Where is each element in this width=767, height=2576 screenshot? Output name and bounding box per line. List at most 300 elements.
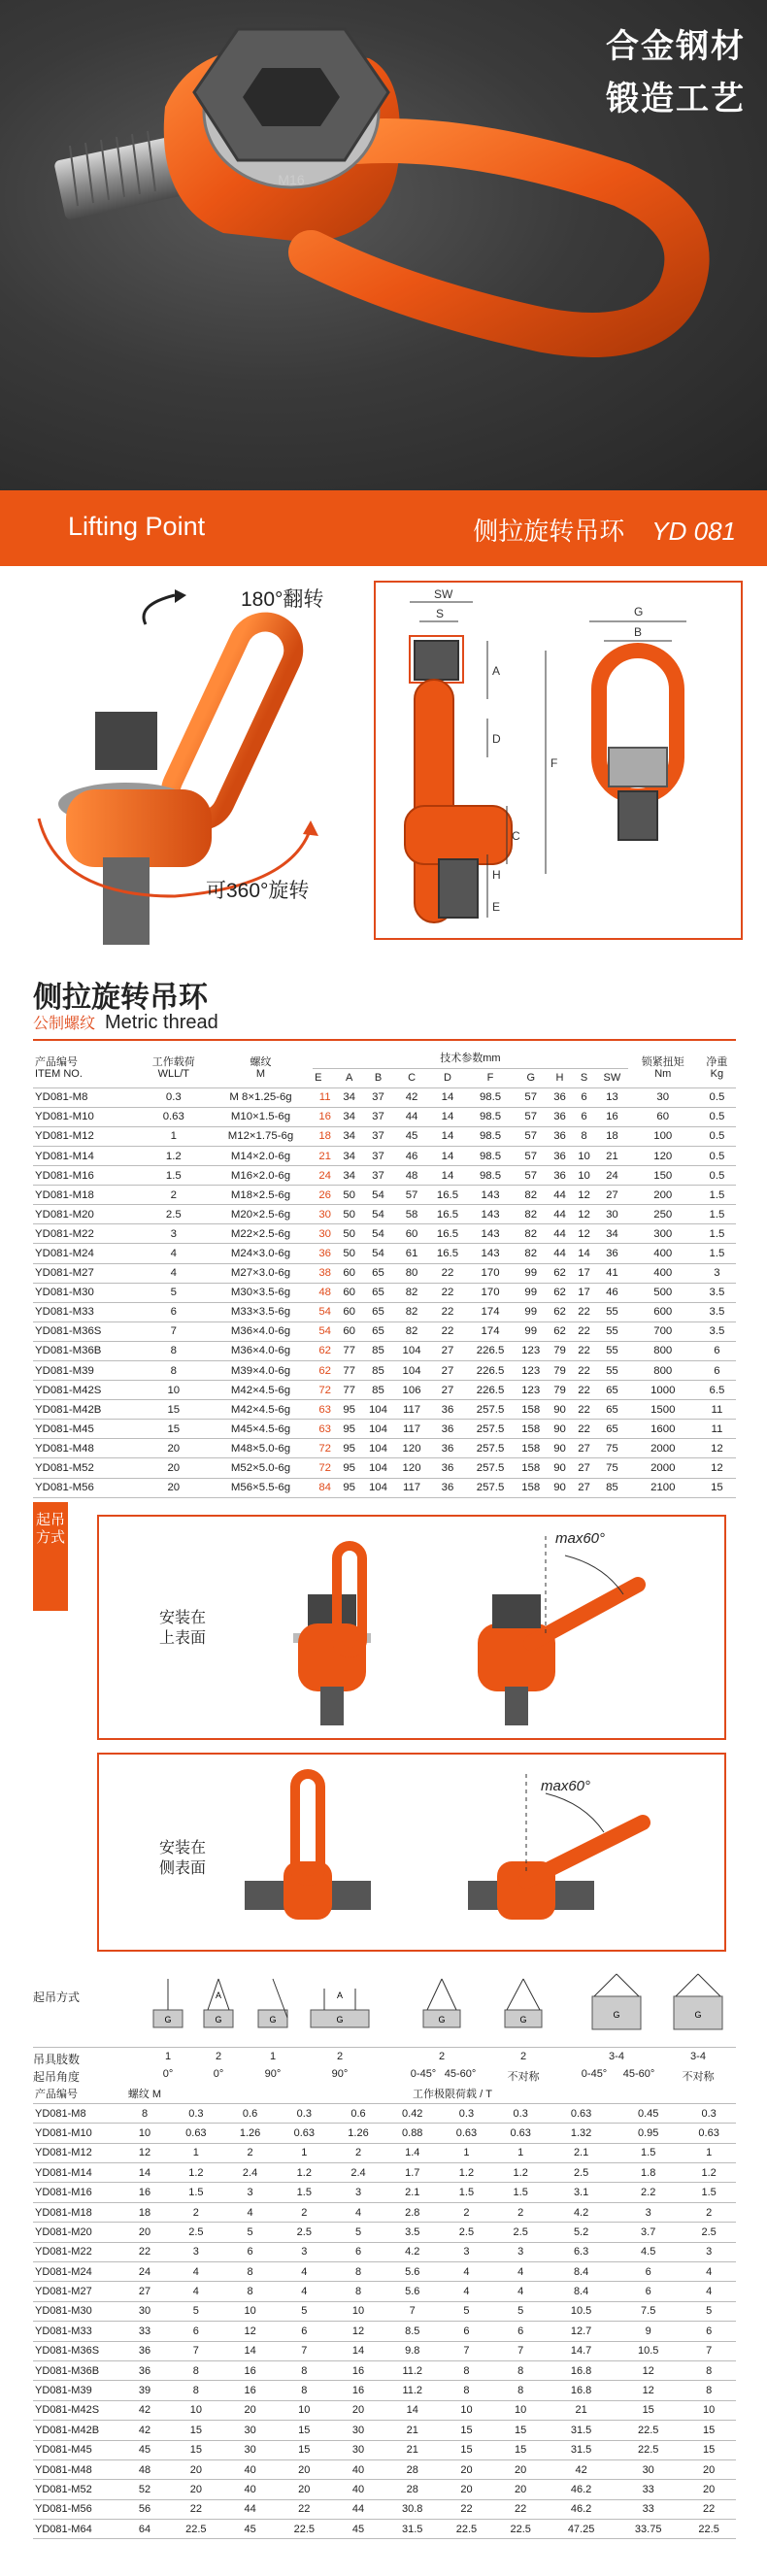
table-cell: 20 [169, 2459, 223, 2479]
table-cell: 16 [313, 1107, 337, 1126]
table-cell: 21 [385, 2440, 440, 2459]
table-cell: 65 [361, 1263, 395, 1283]
table-cell: 2.2 [615, 2183, 682, 2202]
dimension-drawing [374, 581, 743, 940]
table-cell: 2.1 [548, 2143, 615, 2162]
table-cell: 8 [139, 1341, 209, 1360]
table-cell: 44 [548, 1186, 572, 1205]
table-cell: 34 [337, 1107, 361, 1126]
table-cell: 63 [313, 1400, 337, 1420]
table-cell: YD081-M8 [33, 2103, 120, 2123]
angles-row [33, 2068, 736, 2082]
table-cell: 20 [440, 2480, 494, 2499]
dim-a: A [492, 664, 501, 678]
table-cell: YD081-M27 [33, 1263, 139, 1283]
table-cell: 117 [395, 1420, 429, 1439]
table-cell: 82 [395, 1302, 429, 1321]
table-cell: 12 [572, 1186, 596, 1205]
table-cell: 20 [331, 2400, 385, 2420]
angle-cell: 45-60° [444, 2068, 477, 2080]
table-cell: 250 [628, 1205, 698, 1224]
table-cell: 62 [313, 1361, 337, 1381]
table-cell: 170 [467, 1283, 515, 1302]
table-cell: 20 [139, 1478, 209, 1497]
table-cell: 2.4 [331, 2163, 385, 2183]
table-cell: 15 [277, 2440, 331, 2459]
table-cell: 31.5 [385, 2520, 440, 2539]
table-cell: 99 [514, 1302, 548, 1321]
table-cell: 36 [120, 2360, 169, 2380]
dim-e: E [492, 900, 501, 914]
table-cell: 20 [440, 2459, 494, 2479]
table-cell: 72 [313, 1458, 337, 1478]
table-cell: 15 [139, 1400, 209, 1420]
table-cell: 54 [361, 1244, 395, 1263]
angle-cell: 0° [162, 2068, 174, 2080]
table-cell: 16.8 [548, 2381, 615, 2400]
table-cell: 12 [572, 1205, 596, 1224]
feature-thread [103, 857, 150, 945]
table-cell: 18 [120, 2202, 169, 2222]
table-cell: 22.5 [615, 2440, 682, 2459]
table-cell: 33 [120, 2322, 169, 2341]
table-cell: YD081-M42S [33, 2400, 120, 2420]
table-cell: 6 [572, 1107, 596, 1126]
table-cell: 98.5 [467, 1146, 515, 1165]
table-row [33, 2480, 736, 2499]
table-cell: 10 [572, 1146, 596, 1165]
table-row [33, 1126, 736, 1146]
table-cell: 30 [596, 1205, 628, 1224]
table-cell: M36×4.0-6g [209, 1341, 313, 1360]
table-cell: 257.5 [467, 1478, 515, 1497]
table-cell: 4 [277, 2262, 331, 2282]
table-cell: 65 [596, 1400, 628, 1420]
table-cell: 57 [514, 1107, 548, 1126]
table-cell: 18 [313, 1126, 337, 1146]
table-cell: 12 [615, 2360, 682, 2380]
table-cell: 7 [385, 2301, 440, 2321]
table-cell: 1000 [628, 1381, 698, 1400]
table-cell: 5 [682, 2301, 736, 2321]
table-cell: 20 [682, 2459, 736, 2479]
table-row [33, 2520, 736, 2539]
table-cell: 41 [596, 1263, 628, 1283]
table-cell: 50 [337, 1244, 361, 1263]
table-cell: 0.88 [385, 2124, 440, 2143]
table-cell: 6 [698, 1361, 736, 1381]
legs-cell: 2 [519, 2051, 527, 2062]
table-cell: 0.5 [698, 1107, 736, 1126]
table-cell: 15 [169, 2421, 223, 2440]
table-cell: 22 [277, 2499, 331, 2519]
table-cell: 72 [313, 1439, 337, 1458]
banner-product-code: YD 081 [651, 517, 736, 546]
install-top-max-angle: max60° [555, 1530, 606, 1547]
table-row [33, 2223, 736, 2242]
table-cell: 2.5 [682, 2223, 736, 2242]
table-cell: 8 [139, 1361, 209, 1381]
table-cell: 7 [277, 2341, 331, 2360]
table-cell: 0.5 [698, 1146, 736, 1165]
table-cell: 77 [337, 1381, 361, 1400]
table-cell: 2.5 [139, 1205, 209, 1224]
spec-col-c: C [395, 1068, 429, 1087]
table-cell: 16 [223, 2360, 278, 2380]
svg-text:A: A [215, 1991, 222, 2000]
spec-col-sw: SW [596, 1068, 628, 1087]
table-cell: YD081-M20 [33, 1205, 139, 1224]
table-cell: 1.32 [548, 2124, 615, 2143]
table-cell: YD081-M14 [33, 1146, 139, 1165]
table-cell: 85 [361, 1361, 395, 1381]
table-cell: 55 [596, 1302, 628, 1321]
table-cell: 77 [337, 1341, 361, 1360]
legs-cell: 3-4 [609, 2051, 624, 2062]
table-cell: 57 [514, 1166, 548, 1186]
table-cell: 7.5 [615, 2301, 682, 2321]
table-cell: 5 [331, 2223, 385, 2242]
table-cell: 123 [514, 1381, 548, 1400]
table-cell: 45 [395, 1126, 429, 1146]
table-cell: 7 [493, 2341, 548, 2360]
table-cell: 3 [169, 2242, 223, 2261]
table-cell: 21 [548, 2400, 615, 2420]
table-cell: 12 [572, 1224, 596, 1244]
table-cell: 3 [223, 2183, 278, 2202]
table-cell: 8 [331, 2262, 385, 2282]
table-cell: 44 [395, 1107, 429, 1126]
table-cell: YD081-M33 [33, 2322, 120, 2341]
hero-tag-alloy: 合金钢材 [606, 28, 746, 65]
table-cell: 1.2 [277, 2163, 331, 2183]
table-cell: 22 [572, 1400, 596, 1420]
table-cell: 2.5 [169, 2223, 223, 2242]
table-cell: YD081-M18 [33, 2202, 120, 2222]
table-cell: 8 [682, 2381, 736, 2400]
table-cell: 54 [361, 1224, 395, 1244]
table-cell: 4 [440, 2282, 494, 2301]
table-cell: 104 [361, 1400, 395, 1420]
table-cell: YD081-M48 [33, 2459, 120, 2479]
table-cell: 27 [572, 1439, 596, 1458]
table-cell: 4.2 [548, 2202, 615, 2222]
table-cell: 5 [440, 2301, 494, 2321]
flip-arrow [144, 595, 175, 624]
table-cell: YD081-M36S [33, 2341, 120, 2360]
table-cell: 20 [139, 1439, 209, 1458]
table-row [33, 2381, 736, 2400]
table-cell: 22 [572, 1381, 596, 1400]
table-cell: YD081-M14 [33, 2163, 120, 2183]
table-cell: 10 [331, 2301, 385, 2321]
table-cell: 57 [514, 1146, 548, 1165]
svg-text:G: G [438, 2015, 446, 2024]
svg-text:G: G [164, 2015, 172, 2024]
banner-left-title: Lifting Point [68, 512, 206, 541]
table-cell: YD081-M64 [33, 2520, 120, 2539]
table-cell: 1.5 [698, 1244, 736, 1263]
table-cell: 7 [682, 2341, 736, 2360]
table-cell: 15 [440, 2421, 494, 2440]
angle-cell: 0-45° [581, 2068, 608, 2080]
table-cell: 4 [493, 2262, 548, 2282]
table-cell: 1 [682, 2143, 736, 2162]
table-cell: 30.8 [385, 2499, 440, 2519]
table-cell: 1.5 [440, 2183, 494, 2202]
table-cell: 65 [361, 1283, 395, 1302]
table-cell: 82 [514, 1186, 548, 1205]
table-cell: 1.5 [493, 2183, 548, 2202]
table-cell: 36 [548, 1087, 572, 1107]
table-cell: 4 [440, 2262, 494, 2282]
table-cell: 27 [572, 1478, 596, 1497]
table-cell: 36 [548, 1166, 572, 1186]
table-cell: 1.5 [277, 2183, 331, 2202]
table-cell: 22.5 [277, 2520, 331, 2539]
table-cell: 79 [548, 1341, 572, 1360]
table-cell: YD081-M10 [33, 2124, 120, 2143]
table-cell: 20 [139, 1458, 209, 1478]
table-cell: 8 [331, 2282, 385, 2301]
table-cell: 34 [337, 1166, 361, 1186]
table-cell: 120 [395, 1458, 429, 1478]
table-cell: YD081-M42B [33, 2421, 120, 2440]
table-cell: 0.6 [223, 2103, 278, 2123]
table-cell: 0.3 [139, 1087, 209, 1107]
table-cell: 79 [548, 1381, 572, 1400]
table-cell: 99 [514, 1283, 548, 1302]
table-cell: 36 [548, 1126, 572, 1146]
table-row [33, 1107, 736, 1126]
table-cell: 60 [628, 1107, 698, 1126]
table-cell: 1.5 [682, 2183, 736, 2202]
table-cell: 0.5 [698, 1126, 736, 1146]
table-cell: 16.5 [428, 1244, 466, 1263]
table-row [33, 2183, 736, 2202]
lifting-method-tab: 起吊方式 [33, 1502, 68, 1611]
table-cell: 10 [169, 2400, 223, 2420]
table-cell: 1 [169, 2143, 223, 2162]
table-cell: 11 [698, 1400, 736, 1420]
table-cell: 33 [615, 2499, 682, 2519]
table-cell: M42×4.5-6g [209, 1381, 313, 1400]
table-cell: 54 [361, 1186, 395, 1205]
table-row [33, 2202, 736, 2222]
hero-tag-forged: 锻造工艺 [606, 81, 746, 117]
table-cell: 3 [331, 2183, 385, 2202]
table-cell: 90 [548, 1478, 572, 1497]
table-cell: 0.63 [277, 2124, 331, 2143]
table-cell: 90 [548, 1400, 572, 1420]
table-cell: 50 [337, 1186, 361, 1205]
table-cell: 60 [337, 1263, 361, 1283]
table-cell: 158 [514, 1439, 548, 1458]
legs-cell: 3-4 [690, 2051, 706, 2062]
table-cell: 6.5 [698, 1381, 736, 1400]
table-cell: 95 [337, 1458, 361, 1478]
table-cell: 12 [615, 2381, 682, 2400]
spec-h-thread: 螺纹 M [209, 1049, 313, 1087]
table-cell: YD081-M52 [33, 2480, 120, 2499]
table-cell: 6 [615, 2262, 682, 2282]
table-cell: 37 [361, 1087, 395, 1107]
table-cell: 8 [223, 2282, 278, 2301]
angle-cell: 90° [331, 2068, 349, 2080]
table-cell: 48 [313, 1283, 337, 1302]
feature-body [66, 789, 212, 867]
table-cell: M30×3.5-6g [209, 1283, 313, 1302]
table-cell: YD081-M12 [33, 2143, 120, 2162]
table-cell: 143 [467, 1205, 515, 1224]
svg-text:G: G [613, 2010, 620, 2020]
table-cell: 44 [548, 1224, 572, 1244]
table-cell: 5 [169, 2301, 223, 2321]
table-cell: 20 [493, 2459, 548, 2479]
spec-col-b: B [361, 1068, 395, 1087]
table-row [33, 2301, 736, 2321]
table-cell: 15 [493, 2440, 548, 2459]
table-cell: 22 [428, 1283, 466, 1302]
table-cell: 0.3 [277, 2103, 331, 2123]
table-cell: 22.5 [615, 2421, 682, 2440]
table-cell: 22 [169, 2499, 223, 2519]
table-cell: 22 [440, 2499, 494, 2519]
table-cell: YD081-M24 [33, 2262, 120, 2282]
table-cell: 1.5 [698, 1205, 736, 1224]
table-cell: 21 [385, 2421, 440, 2440]
angle-cell: 不对称 [682, 2071, 715, 2083]
table-cell: 6 [223, 2242, 278, 2261]
table-cell: 24 [596, 1166, 628, 1186]
table-cell: 3.5 [698, 1302, 736, 1321]
table-cell: 20 [120, 2223, 169, 2242]
table-cell: 50 [337, 1224, 361, 1244]
table-cell: 1.7 [385, 2163, 440, 2183]
table-cell: 4 [682, 2262, 736, 2282]
table-cell: 226.5 [467, 1381, 515, 1400]
svg-text:G: G [215, 2015, 222, 2024]
table-cell: 10 [120, 2124, 169, 2143]
table-cell: 98.5 [467, 1087, 515, 1107]
table-cell: 300 [628, 1224, 698, 1244]
table-cell: 158 [514, 1458, 548, 1478]
spec-h-tech: 技术参数mm [313, 1049, 628, 1068]
table-cell: 117 [395, 1478, 429, 1497]
table-cell: 226.5 [467, 1361, 515, 1381]
legs-cell: 2 [215, 2051, 222, 2062]
table-cell: YD081-M45 [33, 2440, 120, 2459]
spec-title: 侧拉旋转吊环 [33, 982, 208, 1014]
table-row [33, 2400, 736, 2420]
table-cell: 17 [572, 1263, 596, 1283]
table-cell: 8 [169, 2360, 223, 2380]
table-cell: 4.5 [615, 2242, 682, 2261]
table-cell: M52×5.0-6g [209, 1458, 313, 1478]
table-cell: M24×3.0-6g [209, 1244, 313, 1263]
table-cell: 4 [139, 1263, 209, 1283]
table-cell: YD081-M33 [33, 1302, 139, 1321]
table-cell: 36 [596, 1244, 628, 1263]
spec-table-body [33, 1087, 736, 1497]
table-cell: 9.8 [385, 2341, 440, 2360]
table-cell: 5 [493, 2301, 548, 2321]
table-cell: 400 [628, 1244, 698, 1263]
table-cell: YD081-M30 [33, 1283, 139, 1302]
table-cell: 16 [223, 2381, 278, 2400]
table-cell: 0.63 [548, 2103, 615, 2123]
table-cell: 12 [698, 1439, 736, 1458]
table-cell: 12 [223, 2322, 278, 2341]
table-cell: 6 [572, 1087, 596, 1107]
table-cell: 20 [169, 2480, 223, 2499]
table-cell: 257.5 [467, 1458, 515, 1478]
table-cell: 10 [277, 2400, 331, 2420]
table-cell: 2 [493, 2202, 548, 2222]
table-cell: 0.3 [493, 2103, 548, 2123]
spec-subtitle-en: Metric thread [105, 1012, 218, 1033]
dim-f: F [550, 756, 558, 770]
table-cell: 24 [313, 1166, 337, 1186]
dim-g: G [634, 605, 644, 619]
svg-text:G: G [269, 2015, 277, 2024]
table-cell: 37 [361, 1107, 395, 1126]
table-cell: 60 [395, 1224, 429, 1244]
table-cell: 33.75 [615, 2520, 682, 2539]
table-cell: 20 [277, 2459, 331, 2479]
table-cell: 61 [395, 1244, 429, 1263]
table-cell: 82 [514, 1244, 548, 1263]
table-cell: 45 [223, 2520, 278, 2539]
table-cell: 80 [395, 1263, 429, 1283]
table-cell: 37 [361, 1146, 395, 1165]
install-side-max-angle: max60° [541, 1778, 591, 1794]
table-cell: 30 [615, 2459, 682, 2479]
table-cell: 1.2 [169, 2163, 223, 2183]
table-row [33, 2421, 736, 2440]
table-cell: 40 [331, 2480, 385, 2499]
table-cell: 98.5 [467, 1107, 515, 1126]
table-cell: YD081-M24 [33, 1244, 139, 1263]
table-cell: 36 [548, 1146, 572, 1165]
table-cell: 0.63 [440, 2124, 494, 2143]
table-cell: 90 [548, 1420, 572, 1439]
legs-cell: 2 [336, 2051, 344, 2062]
table-cell: 85 [361, 1381, 395, 1400]
table-cell: 15 [682, 2440, 736, 2459]
table-cell: 14 [331, 2341, 385, 2360]
table-cell: 1500 [628, 1400, 698, 1420]
table-cell: 2000 [628, 1458, 698, 1478]
table-cell: M45×4.5-6g [209, 1420, 313, 1439]
table-cell: 120 [395, 1439, 429, 1458]
table-cell: 90 [548, 1458, 572, 1478]
table-row [33, 1302, 736, 1321]
table-row [33, 1205, 736, 1224]
table-cell: 8 [120, 2103, 169, 2123]
table-cell: 400 [628, 1263, 698, 1283]
table-cell: 1.5 [698, 1224, 736, 1244]
table-cell: 85 [361, 1341, 395, 1360]
table-cell: 14.7 [548, 2341, 615, 2360]
table-cell: 2.5 [493, 2223, 548, 2242]
table-cell: 3 [698, 1263, 736, 1283]
table-cell: M56×5.5-6g [209, 1478, 313, 1497]
table-cell: 104 [361, 1439, 395, 1458]
table-cell: 39 [120, 2381, 169, 2400]
table-cell: 16.5 [428, 1186, 466, 1205]
table-cell: 8.4 [548, 2262, 615, 2282]
